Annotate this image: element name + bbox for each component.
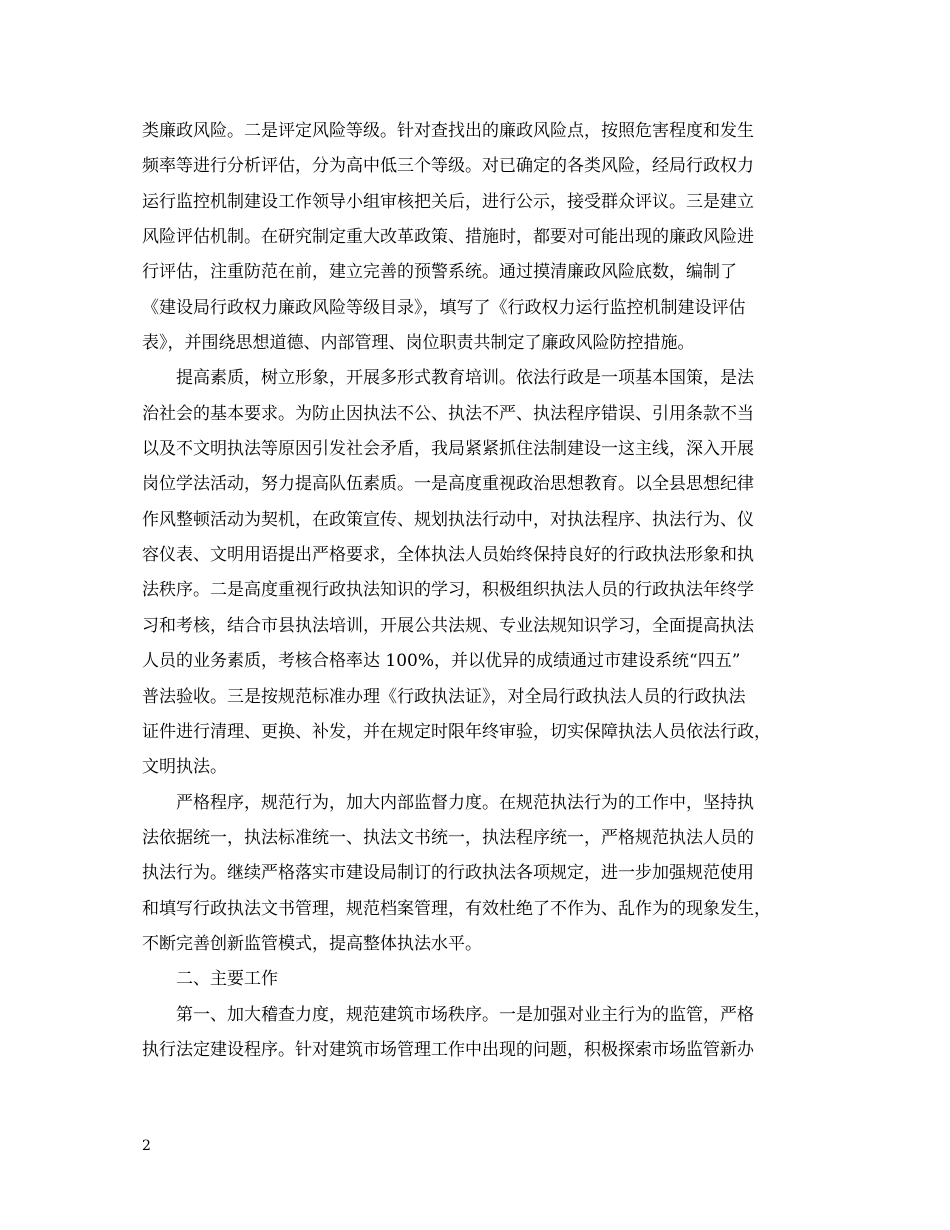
text-line: 运行监控机制建设工作领导小组审核把关后，进行公示，接受群众评议。三是建立 bbox=[142, 191, 754, 212]
text-line: 岗位学法活动，努力提高队伍素质。一是高度重视政治思想教育。以全县思想纪律 bbox=[142, 474, 754, 495]
text-line: 人员的业务素质，考核合格率达 100%，并以优异的成绩通过市建设系统“四五” bbox=[142, 651, 741, 672]
text-line: 作风整顿活动为契机，在政策宣传、规划执法行动中，对执法程序、执法行为、仪 bbox=[142, 509, 754, 530]
text-line: 普法验收。三是按规范标准办理《行政执法证》，对全局行政执法人员的行政执法 bbox=[142, 686, 746, 707]
text-line: 治社会的基本要求。为防止因执法不公、执法不严、执法程序错误、引用条款不当 bbox=[142, 403, 754, 424]
text-line: 容仪表、文明用语提出严格要求，全体执法人员始终保持良好的行政执法形象和执 bbox=[142, 545, 754, 566]
text-line: 提高素质，树立形象，开展多形式教育培训。依法行政是一项基本国策，是法 bbox=[176, 368, 754, 389]
text-line: 习和考核，结合市县执法培训，开展公共法规、专业法规知识学习，全面提高执法 bbox=[142, 615, 754, 636]
text-line: 以及不文明执法等原因引发社会矛盾，我局紧紧抓住法制建设一这主线，深入开展 bbox=[142, 439, 754, 460]
text-line: 执法行为。继续严格落实市建设局制订的行政执法各项规定，进一步加强规范使用 bbox=[142, 863, 754, 884]
text-line: 二、主要工作 bbox=[176, 969, 278, 990]
text-line: 表》，并围绕思想道德、内部管理、岗位职责共制定了廉政风险防控措施。 bbox=[142, 333, 695, 354]
text-line: 类廉政风险。二是评定风险等级。针对查找出的廉政风险点，按照危害程度和发生 bbox=[142, 121, 754, 141]
text-line: 第一、加大稽查力度，规范建筑市场秩序。一是加强对业主行为的监管，严格 bbox=[176, 1004, 754, 1025]
text-line: 风险评估机制。在研究制定重大改革政策、措施时，都要对可能出现的廉政风险进 bbox=[142, 227, 754, 248]
text-line: 法秩序。二是高度重视行政执法知识的学习，积极组织执法人员的行政执法年终学 bbox=[142, 580, 754, 601]
text-line: 不断完善创新监管模式，提高整体执法水平。 bbox=[142, 933, 482, 954]
text-line: 法依据统一，执法标准统一、执法文书统一，执法程序统一，严格规范执法人员的 bbox=[142, 827, 754, 848]
page-number: 2 bbox=[142, 1138, 151, 1154]
text-line: 严格程序，规范行为，加大内部监督力度。在规范执法行为的工作中，坚持执 bbox=[176, 792, 754, 813]
text-line: 执行法定建设程序。针对建筑市场管理工作中出现的问题，积极探索市场监管新办 bbox=[142, 1039, 754, 1060]
text-line: 证件进行清理、更换、补发，并在规定时限年终审验，切实保障执法人员依法行政， bbox=[142, 721, 771, 742]
text-line: 和填写行政执法文书管理，规范档案管理，有效杜绝了不作为、乱作为的现象发生， bbox=[142, 898, 771, 919]
text-line: 行评估，注重防范在前，建立完善的预警系统。通过摸清廉政风险底数，编制了 bbox=[142, 262, 737, 283]
text-line: 文明执法。 bbox=[142, 757, 227, 778]
text-line: 《建设局行政权力廉政风险等级目录》，填写了《行政权力运行监控机制建设评估 bbox=[142, 297, 746, 318]
body-text bbox=[142, 114, 822, 1068]
text-line: 频率等进行分析评估，分为高中低三个等级。对已确定的各类风险，经局行政权力 bbox=[142, 156, 754, 177]
